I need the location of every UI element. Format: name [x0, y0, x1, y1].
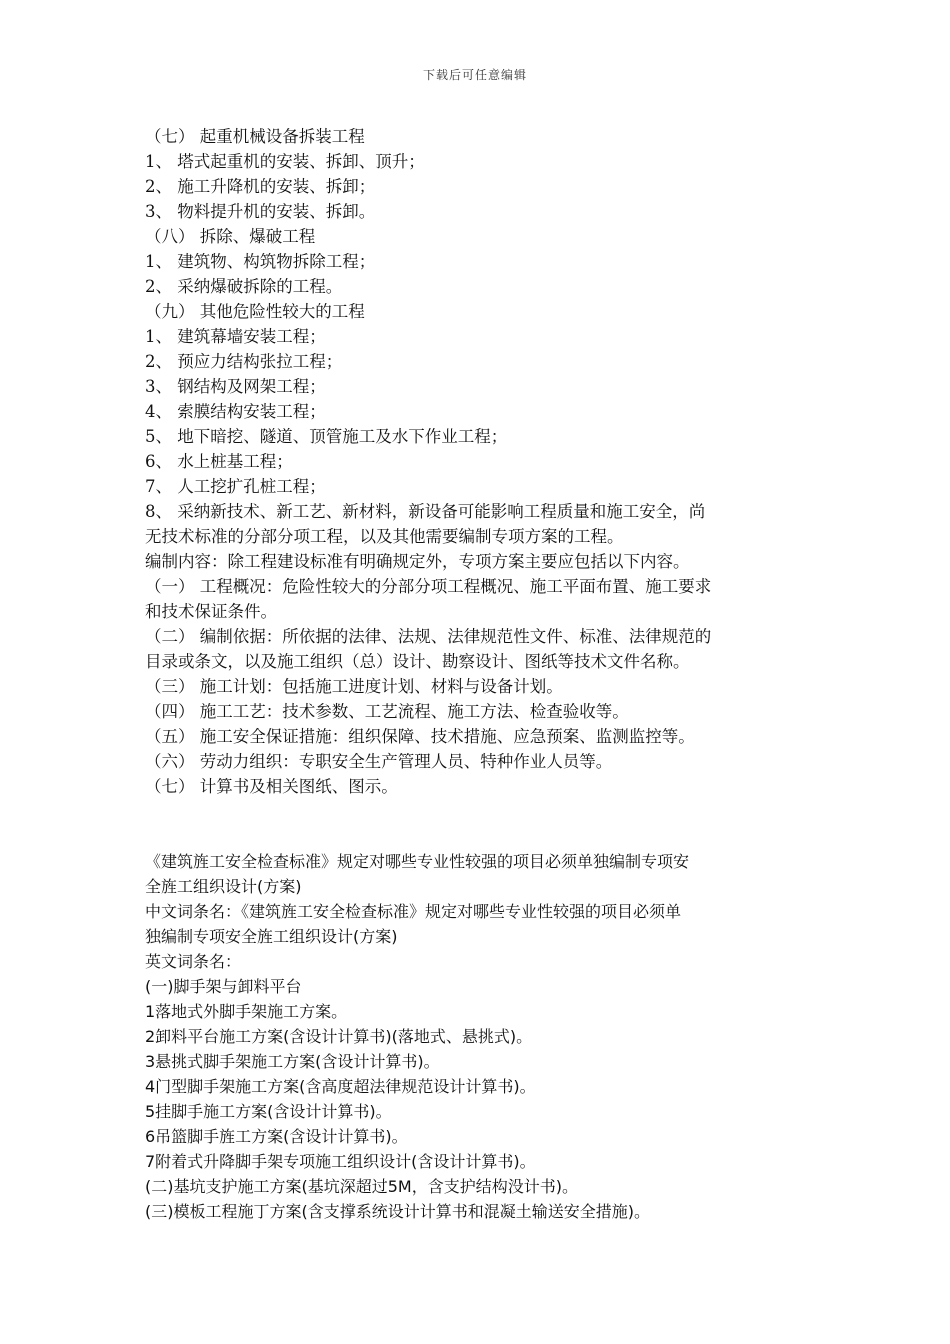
- text-line: 和技术保证条件。: [145, 602, 277, 621]
- document-body: [145, 124, 825, 1224]
- text-line: 6吊篮脚手旌工方案(含设计计算书)。: [145, 1127, 408, 1146]
- text-line: 4、 索膜结构安装工程；: [145, 402, 326, 421]
- text-line: （七） 计算书及相关图纸、图示。: [145, 777, 398, 796]
- text-line: （五） 施工安全保证措施：组织保障、技术措施、应急预案、监测监控等。: [145, 727, 695, 746]
- text-line: 7、 人工挖扩孔桩工程；: [145, 477, 326, 496]
- text-line: 独编制专项安全旌工组织设计(方案): [145, 927, 398, 946]
- text-line: 7附着式升降脚手架专项施工组织设计(含设计计算书)。: [145, 1152, 536, 1171]
- text-line: （八） 拆除、爆破工程: [145, 227, 316, 246]
- text-line: (一)脚手架与卸料平台: [145, 977, 302, 996]
- text-line: 1、 塔式起重机的安装、拆卸、顶升；: [145, 152, 425, 171]
- text-line: （一） 工程概况：危险性较大的分部分项工程概况、施工平面布置、施工要求: [145, 577, 712, 596]
- section-dangerous-works: [145, 124, 825, 799]
- text-line: （四） 施工工艺：技术参数、工艺流程、施工方法、检查验收等。: [145, 702, 629, 721]
- text-line: 英文词条名：: [145, 952, 242, 971]
- section-gap: [145, 799, 825, 849]
- text-line: 5、 地下暗挖、隧道、顶管施工及水下作业工程；: [145, 427, 508, 446]
- page-header: 下载后可任意编辑: [422, 68, 527, 82]
- text-line: 8、 采纳新技术、新工艺、新材料，新设备可能影响工程质量和施工安全，尚: [145, 502, 706, 521]
- text-line: (三)模板工程施丁方案(含支撑系统设计计算书和混凝土输送安全措施)。: [145, 1202, 650, 1221]
- text-line: 编制内容：除工程建设标准有明确规定外，专项方案主要应包括以下内容。: [145, 552, 690, 571]
- text-line: （九） 其他危险性较大的工程: [145, 302, 365, 321]
- text-line: 2卸料平台施工方案(含设计计算书)(落地式、悬挑式)。: [145, 1027, 533, 1046]
- text-line: 全旌工组织设计(方案): [145, 877, 302, 896]
- text-line: 1落地式外脚手架施工方案。: [145, 1002, 348, 1021]
- text-line: 《建筑旌工安全检查标准》规定对哪些专业性较强的项目必须单独编制专项安: [145, 852, 690, 871]
- text-line: 3、 物料提升机的安装、拆卸。: [145, 202, 376, 221]
- section-safety-check-standard: [145, 849, 825, 1224]
- text-line: （三） 施工计划：包括施工进度计划、材料与设备计划。: [145, 677, 563, 696]
- text-line: 6、 水上桩基工程；: [145, 452, 293, 471]
- text-line: 5挂脚手施工方案(含设计计算书)。: [145, 1102, 392, 1121]
- text-line: （六） 劳动力组织：专职安全生产管理人员、特种作业人员等。: [145, 752, 613, 771]
- text-line: 2、 采纳爆破拆除的工程。: [145, 277, 343, 296]
- text-line: 4门型脚手架施工方案(含高度超法律规范设计计算书)。: [145, 1077, 536, 1096]
- text-line: 3、 钢结构及网架工程；: [145, 377, 326, 396]
- text-line: 中文词条名：《建筑旌工安全检查标准》规定对哪些专业性较强的项目必须单: [145, 902, 682, 921]
- text-line: 目录或条文，以及施工组织（总）设计、勘察设计、图纸等技术文件名称。: [145, 652, 690, 671]
- text-line: （七） 起重机械设备拆装工程: [145, 127, 365, 146]
- text-line: 2、 预应力结构张拉工程；: [145, 352, 343, 371]
- text-line: 无技术标准的分部分项工程，以及其他需要编制专项方案的工程。: [145, 527, 624, 546]
- text-line: 1、 建筑物、构筑物拆除工程；: [145, 252, 376, 271]
- text-line: （二） 编制依据：所依据的法律、法规、法律规范性文件、标准、法律规范的: [145, 627, 712, 646]
- text-line: 2、 施工升降机的安装、拆卸；: [145, 177, 376, 196]
- text-line: (二)基坑支护施工方案(基坑深超过5M，含支护结构没计书)。: [145, 1177, 578, 1196]
- text-line: 3悬挑式脚手架施工方案(含设计计算书)。: [145, 1052, 440, 1071]
- text-line: 1、 建筑幕墙安装工程；: [145, 327, 326, 346]
